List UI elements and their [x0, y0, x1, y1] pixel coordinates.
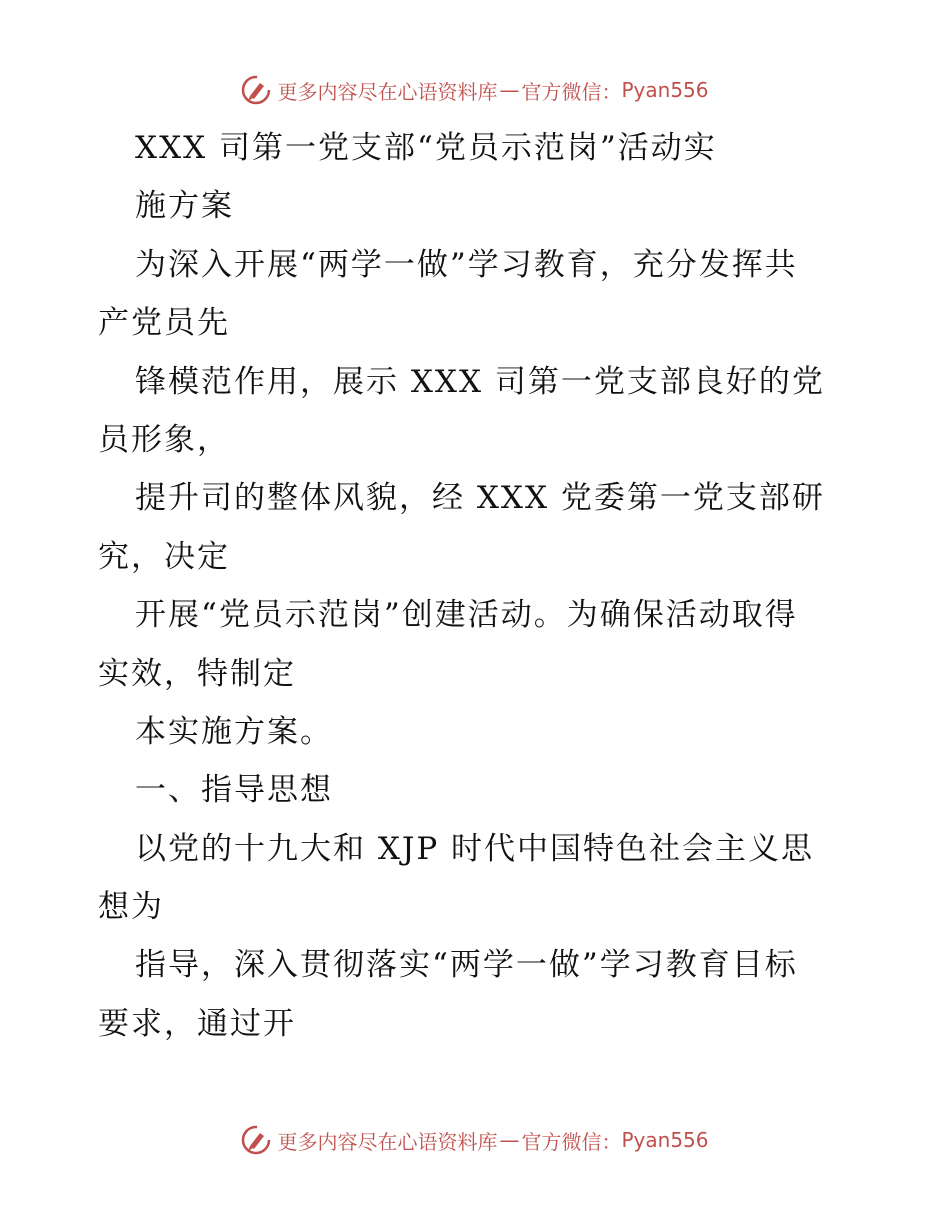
text-line: XXX 司第一党支部“党员示范岗”活动实: [135, 130, 717, 166]
watermark-separator: —: [499, 78, 520, 102]
pen-nib-logo-icon: [241, 1125, 271, 1155]
watermark-label: 官方微信：: [521, 1129, 622, 1154]
watermark-text: 更多内容尽在心语资料库: [277, 79, 498, 104]
text-line: 实效，特制定: [98, 655, 296, 692]
footer-watermark: [0, 1120, 950, 1160]
text-line: 要求，通过开: [98, 1005, 296, 1042]
watermark-label: 官方微信：: [521, 79, 622, 104]
document-body: [98, 119, 858, 1053]
watermark-separator: —: [499, 1128, 520, 1152]
text-line: 员形象，: [98, 421, 230, 458]
pen-nib-logo-icon: [241, 75, 271, 105]
text-line: 为深入开展“两学一做”学习教育，充分发挥共: [135, 246, 798, 283]
text-line: 提升司的整体风貌，经 XXX 党委第一党支部研: [135, 480, 825, 517]
text-line: 本实施方案。: [135, 713, 333, 750]
text-line: 以党的十九大和 XJP 时代中国特色社会主义思: [135, 830, 815, 867]
text-line: 施方案: [135, 188, 234, 225]
text-line: 产党员先: [98, 305, 230, 342]
text-line: 锋模范作用，展示 XXX 司第一党支部良好的党: [135, 363, 825, 400]
text-line: 开展“党员示范岗”创建活动。为确保活动取得: [135, 597, 798, 634]
watermark-wechat-id: Pyan556: [621, 78, 709, 102]
text-line: 指导，深入贯彻落实“两学一做”学习教育目标: [135, 947, 798, 984]
section-heading: 一、指导思想: [135, 772, 333, 809]
text-line: 想为: [98, 889, 164, 926]
header-watermark: [0, 70, 950, 110]
watermark-text: 更多内容尽在心语资料库: [277, 1129, 498, 1154]
watermark-wechat-id: Pyan556: [621, 1128, 709, 1152]
text-line: 究，决定: [98, 538, 230, 575]
